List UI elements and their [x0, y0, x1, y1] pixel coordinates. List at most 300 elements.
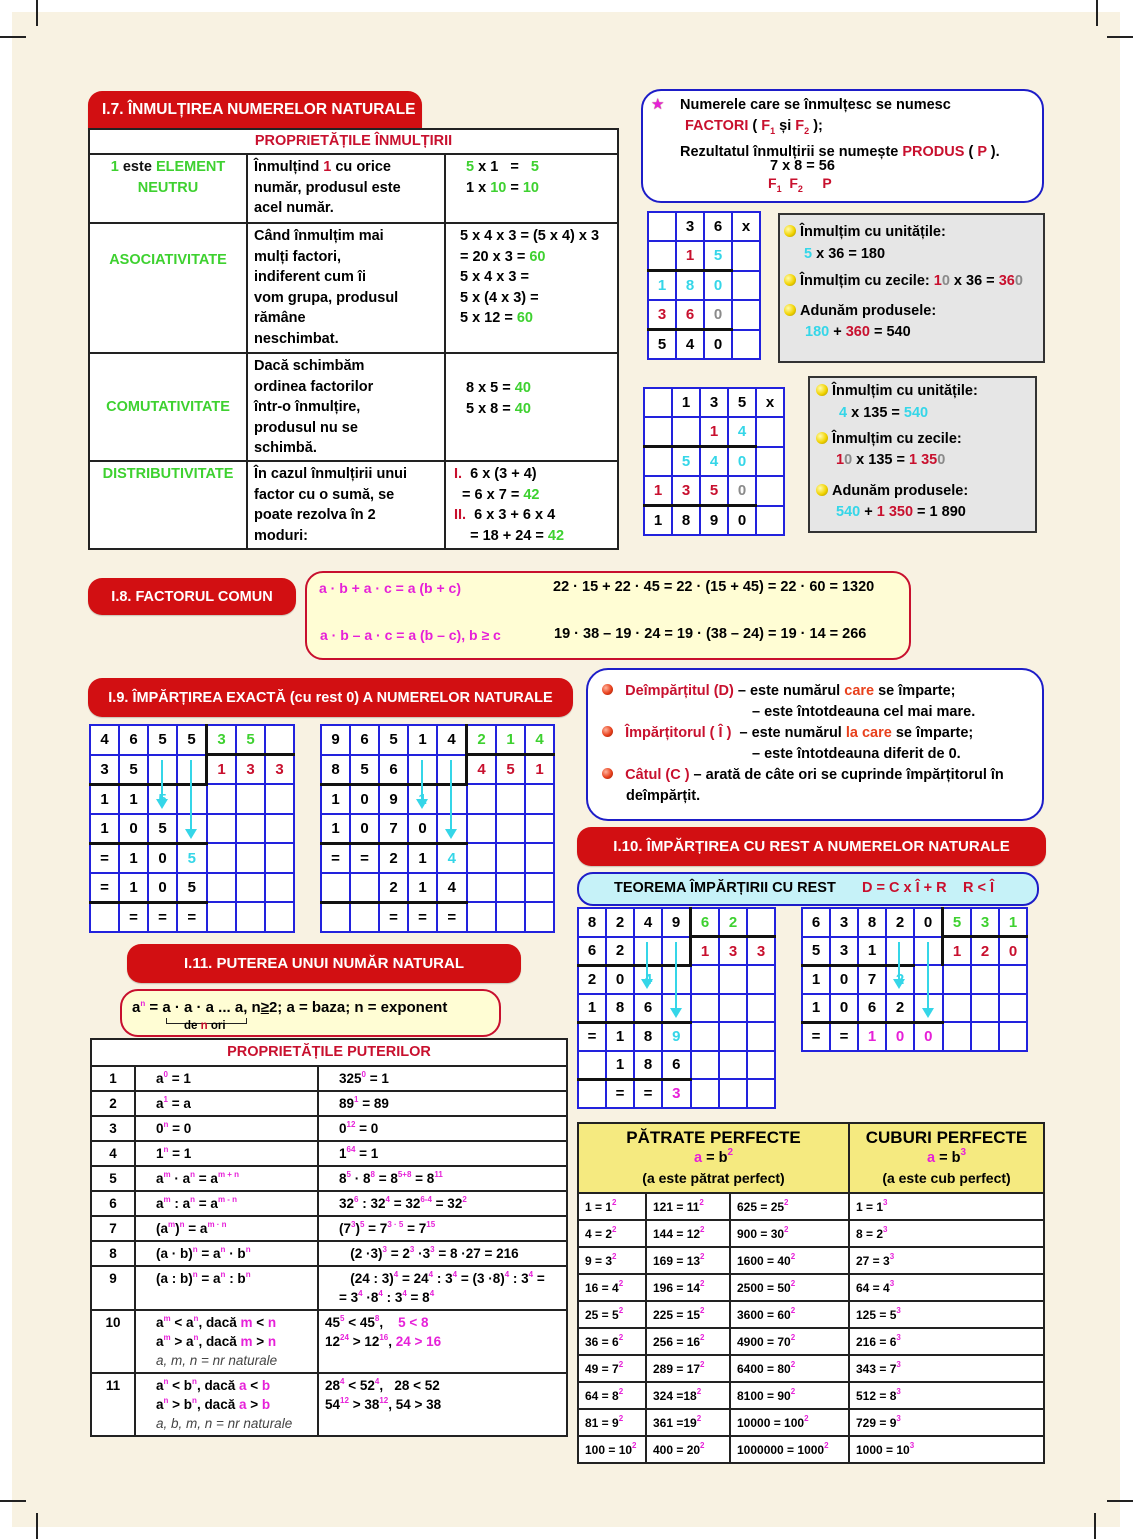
- table-row: [578, 1409, 1044, 1436]
- grid-cell: 8: [578, 908, 606, 937]
- grid-cell: 1: [119, 873, 148, 903]
- arrow-down-icon: [927, 942, 929, 1016]
- grid-row: [644, 476, 784, 506]
- grid-cell: 1: [525, 755, 554, 785]
- grid-cell: 4: [676, 330, 704, 360]
- grid-cell: 3: [719, 937, 747, 966]
- grid-cell: [467, 843, 497, 873]
- perfect-cube: $729 = 9^3$: [849, 1409, 1044, 1436]
- grid-cell: 1: [672, 388, 700, 417]
- power-example: $325^0 = 1$: [318, 1066, 567, 1091]
- grid-row: [578, 1079, 775, 1108]
- grid-cell: 1: [578, 994, 606, 1023]
- perfect-square: $64 = 8^2$: [578, 1382, 646, 1409]
- grid-cell: [756, 476, 784, 506]
- grid-cell: 6: [662, 1051, 691, 1080]
- table-row: [89, 353, 618, 461]
- grid-cell: 1: [606, 1022, 634, 1051]
- grid-cell: [321, 902, 350, 932]
- grid-cell: [578, 1079, 606, 1108]
- grid-cell: 2: [971, 937, 999, 966]
- grid-cell: 6: [691, 908, 720, 937]
- bullet-icon: [816, 432, 828, 444]
- grid-cell: 9: [700, 506, 728, 536]
- bullet-icon: [784, 274, 796, 286]
- grid-cell: 0: [119, 814, 148, 844]
- grid-cell: 5: [148, 814, 177, 844]
- grid-row: [90, 873, 294, 903]
- perfect-square: $361 =19^2$: [646, 1409, 730, 1436]
- grid-cell: 1: [408, 873, 437, 903]
- grid-cell: [971, 1022, 999, 1051]
- grid-cell: [691, 994, 720, 1023]
- grid-cell: 5: [119, 755, 148, 785]
- grid-cell: 1: [802, 965, 830, 994]
- grid-cell: 0: [728, 476, 756, 506]
- grid-cell: =: [119, 902, 148, 932]
- grid-cell: x: [756, 388, 784, 417]
- grid-row: [802, 1022, 1027, 1051]
- grid-cell: [732, 271, 760, 301]
- grid-row: [90, 784, 294, 814]
- grid-cell: 0: [914, 1022, 943, 1051]
- grid-cell: 1: [691, 937, 720, 966]
- grid-row: [578, 937, 775, 966]
- grid-cell: [756, 506, 784, 536]
- section-title-division-remainder: I.10. ÎMPĂRȚIREA CU REST A NUMERELOR NATURALE: [577, 827, 1046, 866]
- grid-cell: 9: [321, 725, 350, 755]
- table-row: [578, 1220, 1044, 1247]
- table-row: [91, 1091, 567, 1116]
- grid-cell: 1: [999, 908, 1027, 937]
- section-title-common-factor: I.8. FACTORUL COMUN: [88, 578, 296, 615]
- grid-cell: [350, 873, 379, 903]
- rule-number: 11: [91, 1373, 135, 1436]
- common-factor-box: [305, 571, 911, 660]
- grid-row: [648, 241, 760, 271]
- power-definition-box: [120, 989, 501, 1037]
- grid-cell: 1: [858, 1022, 886, 1051]
- perfect-cube: $512 = 8^3$: [849, 1382, 1044, 1409]
- grid-cell: [886, 937, 914, 966]
- grid-cell: [943, 1022, 972, 1051]
- star-icon: ★: [651, 96, 665, 113]
- power-rule: $a^m \cdot a^n = a^{m + n}$: [135, 1166, 318, 1191]
- grid-cell: 4: [437, 725, 467, 755]
- grid-cell: [467, 784, 497, 814]
- grid-cell: 8: [321, 755, 350, 785]
- bullet-icon: [602, 768, 613, 779]
- grid-cell: 5: [350, 755, 379, 785]
- grid-cell: =: [437, 902, 467, 932]
- table-row: [91, 1166, 567, 1191]
- grid-cell: 3: [207, 725, 237, 755]
- rule-number: 10: [91, 1310, 135, 1373]
- grid-cell: 3: [830, 937, 858, 966]
- grid-row: [321, 784, 554, 814]
- perfect-square: $9 = 3^2$: [578, 1247, 646, 1274]
- grid-cell: [648, 241, 676, 271]
- property-example: 5 x 4 x 3 = (5 x 4) x 3 = 20 x 3 = 60 5 x 4 x 3 = 5 x (4 x 3) = 5 x 12 = 60: [445, 223, 618, 353]
- bullet-icon: [784, 304, 796, 316]
- perfect-cube: $1 = 1^3$: [849, 1193, 1044, 1220]
- grid-cell: 3: [648, 300, 676, 330]
- grid-row: [578, 1022, 775, 1051]
- perfect-square: $1000000 = 1000^2$: [730, 1436, 849, 1463]
- grid-cell: 7: [858, 965, 886, 994]
- rule-number: 3: [91, 1116, 135, 1141]
- grid-cell: 1: [90, 814, 119, 844]
- grid-cell: [578, 1051, 606, 1080]
- grid-row: [644, 417, 784, 447]
- table-row: [91, 1116, 567, 1141]
- table-row: [91, 1141, 567, 1166]
- perfect-square: $144 = 12^2$: [646, 1220, 730, 1247]
- perfect-cube: $125 = 5^3$: [849, 1301, 1044, 1328]
- grid-cell: [691, 1051, 720, 1080]
- rule-number: 7: [91, 1216, 135, 1241]
- grid-cell: 4: [437, 843, 467, 873]
- table-row: [91, 1066, 567, 1091]
- formula-difference: a · b – a · c = a (b – c), b ≥ c: [320, 627, 501, 643]
- grid-cell: [971, 965, 999, 994]
- grid-cell: 0: [728, 506, 756, 536]
- property-name: COMUTATIVITATE: [89, 353, 247, 461]
- grid-cell: 1: [321, 814, 350, 844]
- grid-row: [321, 725, 554, 755]
- table-row: [91, 1266, 567, 1310]
- power-example: $0^{12} = 0$: [318, 1116, 567, 1141]
- grid-row: [644, 506, 784, 536]
- factors-text: Numerele care se înmulțesc se numesc FACTORI ( $F_1$ și $F_2$ ); Rezultatul înmulțirii se numește PRODUS ( P ).: [680, 97, 1000, 160]
- grid-cell: 9: [662, 1022, 691, 1051]
- grid-row: [802, 994, 1027, 1023]
- grid-row: [644, 388, 784, 417]
- grid-cell: 3: [662, 1079, 691, 1108]
- table-row: [578, 1247, 1044, 1274]
- grid-row: [90, 843, 294, 873]
- grid-row: [644, 447, 784, 477]
- rule-number: 4: [91, 1141, 135, 1166]
- grid-cell: 0: [999, 937, 1027, 966]
- product-example-labels: $F_1$ $F_2$ P: [768, 175, 832, 194]
- grid-cell: 3: [236, 755, 265, 785]
- grid-cell: 3: [90, 755, 119, 785]
- grid-row: [90, 725, 294, 755]
- grid-cell: =: [802, 1022, 830, 1051]
- table-header: PROPRIETĂȚILE PUTERILOR: [91, 1039, 567, 1066]
- grid-cell: [719, 965, 747, 994]
- grid-cell: [691, 1079, 720, 1108]
- crop-mark: [0, 1500, 26, 1502]
- perfect-square: $1 = 1^2$: [578, 1193, 646, 1220]
- table-row: [578, 1274, 1044, 1301]
- grid-cell: 0: [914, 908, 943, 937]
- power-example: $8^5 \cdot 8^8 = 8^{5+8} = 8^{11}$: [318, 1166, 567, 1191]
- power-example: $28^4 < 52^4$, 28 < 52 $54^{12} > 38^{12}$, 54 > 38: [318, 1373, 567, 1436]
- grid-cell: [207, 843, 237, 873]
- formula-sum: a · b + a · c = a (b + c): [319, 580, 461, 596]
- grid-cell: =: [408, 902, 437, 932]
- grid-cell: [467, 814, 497, 844]
- grid-cell: 6: [634, 994, 662, 1023]
- grid-cell: 5: [379, 725, 408, 755]
- bullet-icon: [602, 726, 613, 737]
- grid-cell: 8: [634, 1051, 662, 1080]
- perfect-square: $8100 = 90^2$: [730, 1382, 849, 1409]
- grid-cell: 5: [943, 908, 972, 937]
- grid-cell: 3: [700, 388, 728, 417]
- example-difference: 19 · 38 – 19 · 24 = 19 · (38 – 24) = 19 · 14 = 266: [554, 626, 867, 642]
- grid-cell: 5: [177, 725, 207, 755]
- perfect-square: $81 = 9^2$: [578, 1409, 646, 1436]
- grid-row: [578, 908, 775, 937]
- grid-cell: 1: [644, 476, 672, 506]
- perfect-square: $25 = 5^2$: [578, 1301, 646, 1328]
- grid-cell: 1: [606, 1051, 634, 1080]
- grid-cell: [408, 755, 437, 785]
- table-row: [89, 154, 618, 223]
- grid-row: [321, 902, 554, 932]
- property-example: 8 x 5 = 40 5 x 8 = 40: [445, 353, 618, 461]
- arrow-down-icon: [675, 942, 677, 1016]
- power-properties-table: [90, 1038, 568, 1437]
- grid-cell: 2: [379, 873, 408, 903]
- grid-cell: [496, 784, 525, 814]
- grid-cell: [971, 994, 999, 1023]
- power-rule: $0^n = 0$: [135, 1116, 318, 1141]
- grid-cell: [525, 843, 554, 873]
- grid-cell: [691, 1022, 720, 1051]
- grid-cell: 1: [321, 784, 350, 814]
- grid-row: [648, 330, 760, 360]
- perfect-cube: $27 = 3^3$: [849, 1247, 1044, 1274]
- grid-cell: 6: [350, 725, 379, 755]
- arrow-down-icon: [421, 760, 423, 807]
- perfect-square: $36 = 6^2$: [578, 1328, 646, 1355]
- grid-cell: 2: [379, 843, 408, 873]
- perfect-square: $900 = 30^2$: [730, 1220, 849, 1247]
- power-rule: $(a^m)^n = a^{m \cdot n}$: [135, 1216, 318, 1241]
- grid-cell: 0: [148, 843, 177, 873]
- grid-cell: [999, 994, 1027, 1023]
- perfect-square: $225 = 15^2$: [646, 1301, 730, 1328]
- division-terms-box: [586, 668, 1044, 821]
- table-row: [578, 1301, 1044, 1328]
- property-name: ASOCIATIVITATE: [89, 223, 247, 353]
- grid-cell: 0: [606, 965, 634, 994]
- crop-mark: [36, 1513, 38, 1539]
- grid-cell: 1: [207, 755, 237, 785]
- grid-cell: 0: [886, 1022, 914, 1051]
- crop-mark: [0, 36, 26, 38]
- grid-cell: [265, 873, 294, 903]
- perfect-squares-cubes-table: [577, 1122, 1045, 1464]
- grid-cell: 7: [379, 814, 408, 844]
- grid-row: [578, 1051, 775, 1080]
- grid-cell: 0: [148, 873, 177, 903]
- grid-cell: [732, 330, 760, 360]
- grid-cell: 5: [148, 725, 177, 755]
- cubes-header: CUBURI PERFECTE $a = b^3$ (a este cub perfect): [849, 1123, 1044, 1193]
- grid-cell: [943, 965, 972, 994]
- crop-mark: [36, 0, 38, 26]
- perfect-square: $121 = 11^2$: [646, 1193, 730, 1220]
- grid-cell: 8: [676, 271, 704, 301]
- perfect-square: $1600 = 40^2$: [730, 1247, 849, 1274]
- crop-mark: [1094, 1513, 1096, 1539]
- rule-number: 8: [91, 1241, 135, 1266]
- grid-cell: [207, 902, 237, 932]
- arrow-down-icon: [450, 760, 452, 837]
- crop-mark: [1107, 36, 1133, 38]
- grid-cell: 2: [886, 908, 914, 937]
- grid-cell: 2: [606, 908, 634, 937]
- grid-cell: 0: [408, 814, 437, 844]
- power-rule: $(a \cdot b)^n = a^n \cdot b^n$: [135, 1241, 318, 1266]
- grid-cell: [525, 873, 554, 903]
- grid-cell: [148, 755, 177, 785]
- grid-cell: [525, 784, 554, 814]
- table-row: [578, 1382, 1044, 1409]
- perfect-cube: $343 = 7^3$: [849, 1355, 1044, 1382]
- grid-cell: 8: [634, 1022, 662, 1051]
- grid-cell: 4: [700, 447, 728, 477]
- property-description: Dacă schimbăm ordinea factorilor într-o înmulțire, produsul nu se schimbă.: [247, 353, 445, 461]
- grid-cell: [236, 784, 265, 814]
- table-row: [91, 1216, 567, 1241]
- perfect-square: $6400 = 80^2$: [730, 1355, 849, 1382]
- power-rule: $a^n < b^n$, dacă a < b $a^n > b^n$, dacă a > b a, b, m, n = nr naturale: [135, 1373, 318, 1436]
- squares-header: PĂTRATE PERFECTE $a = b^2$ (a este pătrat perfect): [578, 1123, 849, 1193]
- power-example: $32^6$ : $32^4 = 32^{6-4} = 32^2$: [318, 1191, 567, 1216]
- perfect-square: $324 =18^2$: [646, 1382, 730, 1409]
- grid-cell: 8: [858, 908, 886, 937]
- bullet-icon: [784, 225, 796, 237]
- grid-cell: 3: [265, 755, 294, 785]
- grid-cell: 9: [662, 908, 691, 937]
- grid-cell: 6: [704, 212, 732, 241]
- grid-cell: 3: [672, 476, 700, 506]
- grid-cell: 4: [467, 755, 497, 785]
- grid-cell: =: [578, 1022, 606, 1051]
- grid-cell: 1: [676, 241, 704, 271]
- section-title-exact-division: I.9. ÎMPĂRȚIREA EXACTĂ (cu rest 0) A NUMERELOR NATURALE: [88, 678, 573, 717]
- division-grid-96514-by-214: [320, 724, 555, 933]
- grid-cell: 4: [634, 908, 662, 937]
- table-row: [91, 1241, 567, 1266]
- grid-cell: 5: [177, 843, 207, 873]
- property-description: În cazul înmulțirii unui factor cu o sumă, se poate rezolva în 2 moduri:: [247, 461, 445, 549]
- table-row: [578, 1328, 1044, 1355]
- grid-cell: 0: [350, 784, 379, 814]
- grid-cell: [265, 902, 294, 932]
- multiplication-grid-36x15: [647, 211, 761, 360]
- grid-cell: 1: [119, 784, 148, 814]
- power-example: $89^1 = 89$: [318, 1091, 567, 1116]
- power-example: $(2 \cdot 3)^3 = 2^3 \cdot 3^3 = 8 \cdot 27 = 216$: [318, 1241, 567, 1266]
- grid-cell: 1: [90, 784, 119, 814]
- grid-cell: x: [732, 212, 760, 241]
- grid-row: [321, 755, 554, 785]
- factors-definition-box: [641, 89, 1044, 203]
- grid-cell: 5: [177, 873, 207, 903]
- grid-cell: 8: [606, 994, 634, 1023]
- example-sum: 22 · 15 + 22 · 45 = 22 · (15 + 45) = 22 · 60 = 1320: [553, 579, 875, 595]
- property-name: DISTRIBUTIVITATE: [89, 461, 247, 549]
- perfect-square: $400 = 20^2$: [646, 1436, 730, 1463]
- power-definition-note: de n ori: [184, 1020, 226, 1032]
- grid-cell: 2: [719, 908, 747, 937]
- grid-cell: 2: [886, 994, 914, 1023]
- grid-cell: 5: [728, 388, 756, 417]
- rule-number: 1: [91, 1066, 135, 1091]
- perfect-square: $3600 = 60^2$: [730, 1301, 849, 1328]
- product-example: 7 x 8 = 56: [770, 158, 835, 174]
- grid-cell: 5: [496, 755, 525, 785]
- grid-cell: [999, 965, 1027, 994]
- grid-cell: 2: [578, 965, 606, 994]
- grid-cell: [672, 417, 700, 447]
- grid-cell: 6: [858, 994, 886, 1023]
- grid-cell: [207, 873, 237, 903]
- power-rule: $a^m$ : $a^n = a^{m - n}$: [135, 1191, 318, 1216]
- grid-cell: [350, 902, 379, 932]
- grid-cell: 0: [728, 447, 756, 477]
- grid-cell: 6: [802, 908, 830, 937]
- grid-cell: [943, 994, 972, 1023]
- arrow-down-icon: [161, 760, 163, 807]
- grid-cell: 1: [408, 725, 437, 755]
- grid-cell: 3: [971, 908, 999, 937]
- grid-cell: [648, 212, 676, 241]
- perfect-square: $196 = 14^2$: [646, 1274, 730, 1301]
- grid-cell: =: [177, 902, 207, 932]
- power-example: $45^5 < 45^8$, 5 < 8 $12^{24} > 12^{16}$, 24 > 16: [318, 1310, 567, 1373]
- perfect-square: $289 = 17^2$: [646, 1355, 730, 1382]
- grid-cell: 0: [704, 271, 732, 301]
- grid-cell: [236, 814, 265, 844]
- crop-mark: [1107, 1500, 1133, 1502]
- property-name: 1 este ELEMENT NEUTRU: [89, 154, 247, 223]
- grid-cell: [644, 417, 672, 447]
- table-row: [578, 1193, 1044, 1220]
- grid-cell: 3: [830, 908, 858, 937]
- grid-row: [802, 937, 1027, 966]
- grid-cell: 4: [728, 417, 756, 447]
- grid-cell: [321, 873, 350, 903]
- grid-row: [90, 902, 294, 932]
- property-example: I. 6 x (3 + 4) = 6 x 7 = 42 II. 6 x 3 + 6 x 4 = 18 + 24 = 42: [445, 461, 618, 549]
- power-rule: $a^0 = 1$: [135, 1066, 318, 1091]
- grid-cell: [747, 1079, 775, 1108]
- grid-cell: 3: [747, 937, 775, 966]
- rule-number: 5: [91, 1166, 135, 1191]
- arrow-down-icon: [646, 942, 648, 987]
- grid-cell: =: [321, 843, 350, 873]
- grid-cell: 5: [704, 241, 732, 271]
- property-example: 5 x 1 = 5 1 x 10 = 10: [445, 154, 618, 223]
- grid-cell: =: [379, 902, 408, 932]
- grid-row: [802, 908, 1027, 937]
- grid-cell: 8: [672, 506, 700, 536]
- grid-cell: [236, 873, 265, 903]
- crop-mark: [1096, 0, 1098, 26]
- grid-cell: [467, 873, 497, 903]
- multiplication-steps-2: Înmulțim cu unitățile: 4 x 135 = 540 Înmulțim cu zecile: 10 x 135 = 1 350 Adunăm produsele: 540 + 1 350 = 1 890: [808, 376, 1037, 533]
- grid-cell: =: [148, 902, 177, 932]
- grid-cell: [265, 784, 294, 814]
